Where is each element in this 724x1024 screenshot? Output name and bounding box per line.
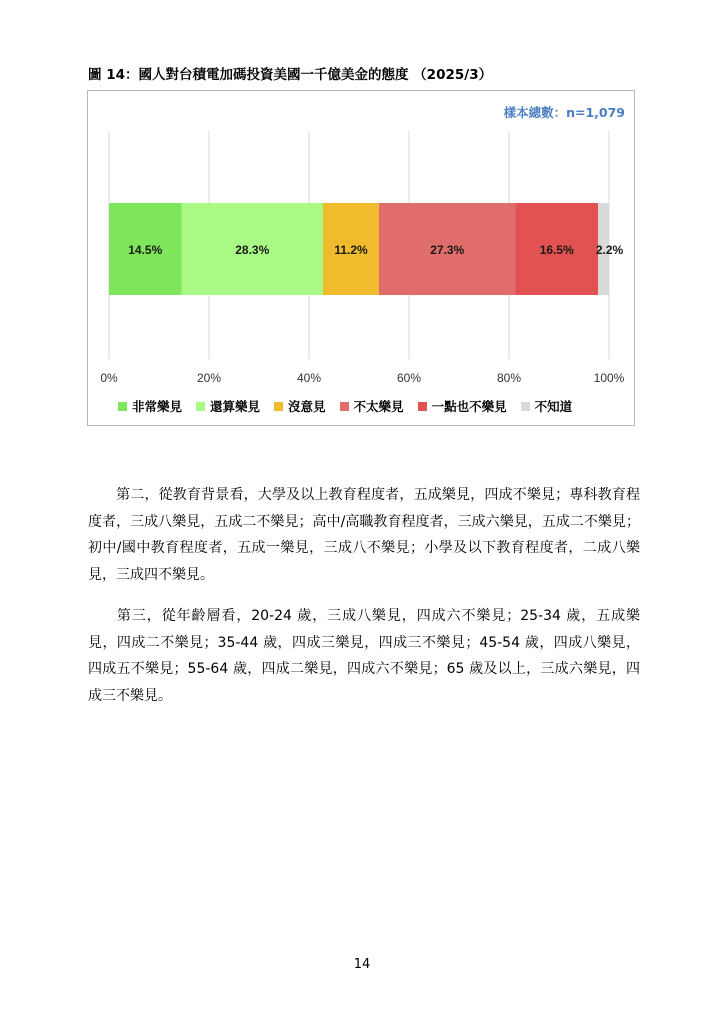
legend-label-4: 一點也不樂見	[431, 399, 507, 414]
sample-size-label: 樣本總數：n=1,079	[503, 105, 625, 120]
legend-label-3: 不太樂見	[353, 399, 404, 414]
legend-label-1: 還算樂見	[210, 399, 261, 414]
chart-container	[87, 90, 635, 426]
legend-item-1	[196, 397, 260, 415]
legend-label-5: 不知道	[534, 399, 573, 414]
x-tick-label-3: 60%	[396, 371, 422, 385]
legend-item-2	[274, 397, 326, 415]
legend-swatch-3	[340, 402, 349, 411]
legend-label-0: 非常樂見	[132, 399, 183, 414]
legend-swatch-1	[196, 402, 205, 411]
legend-swatch-2	[274, 402, 283, 411]
legend-item-5	[521, 397, 573, 415]
x-tick-label-2: 40%	[296, 371, 322, 385]
legend-item-4	[418, 397, 507, 415]
data-label-0: 14.5%	[128, 243, 163, 257]
data-label-5: 2.2%	[595, 243, 624, 257]
legend-item-3	[340, 397, 404, 415]
legend-swatch-0	[118, 402, 127, 411]
paragraph-education	[88, 482, 640, 588]
x-tick-label-0: 0%	[100, 371, 118, 385]
data-label-2: 11.2%	[334, 243, 368, 257]
paragraph-age	[88, 603, 640, 709]
legend-item-0	[118, 397, 182, 415]
chart-legend	[118, 397, 572, 415]
data-label-3: 27.3%	[430, 243, 465, 257]
legend-swatch-4	[418, 402, 427, 411]
data-label-4: 16.5%	[539, 243, 574, 257]
figure-title: 圖 14：國人對台積電加碼投資美國一千億美金的態度 （2025/3）	[88, 67, 493, 83]
legend-swatch-5	[521, 402, 530, 411]
x-tick-label-5: 100%	[593, 371, 625, 385]
legend-label-2: 沒意見	[288, 399, 326, 414]
paragraph-education-text: 第二，從教育背景看，大學及以上教育程度者，五成樂見，四成不樂見；專科教育程度者，三成八樂見，五成二不樂見；高中/高職教育程度者，三成六樂見，五成二不樂見；初中/國中教育程度者，五成一樂見，三成八不樂見；小學及以下教育程度者，二成八樂見，三成四不樂見。	[88, 487, 640, 583]
x-tick-label-4: 80%	[496, 371, 522, 385]
page-number: 14	[353, 957, 371, 972]
stacked-bar-chart	[88, 91, 634, 391]
x-tick-label-1: 20%	[196, 371, 222, 385]
data-label-1: 28.3%	[235, 243, 270, 257]
paragraph-age-text: 第三，從年齡層看，20-24 歲，三成八樂見，四成六不樂見；25-34 歲，五成樂見，四成二不樂見；35-44 歲，四成三樂見，四成三不樂見；45-54 歲，四成八樂見，四成五不樂見；55-64 歲，四成二樂見，四成六不樂見；65 歲及以上，三成六樂見，四成三不樂見。	[88, 608, 640, 704]
